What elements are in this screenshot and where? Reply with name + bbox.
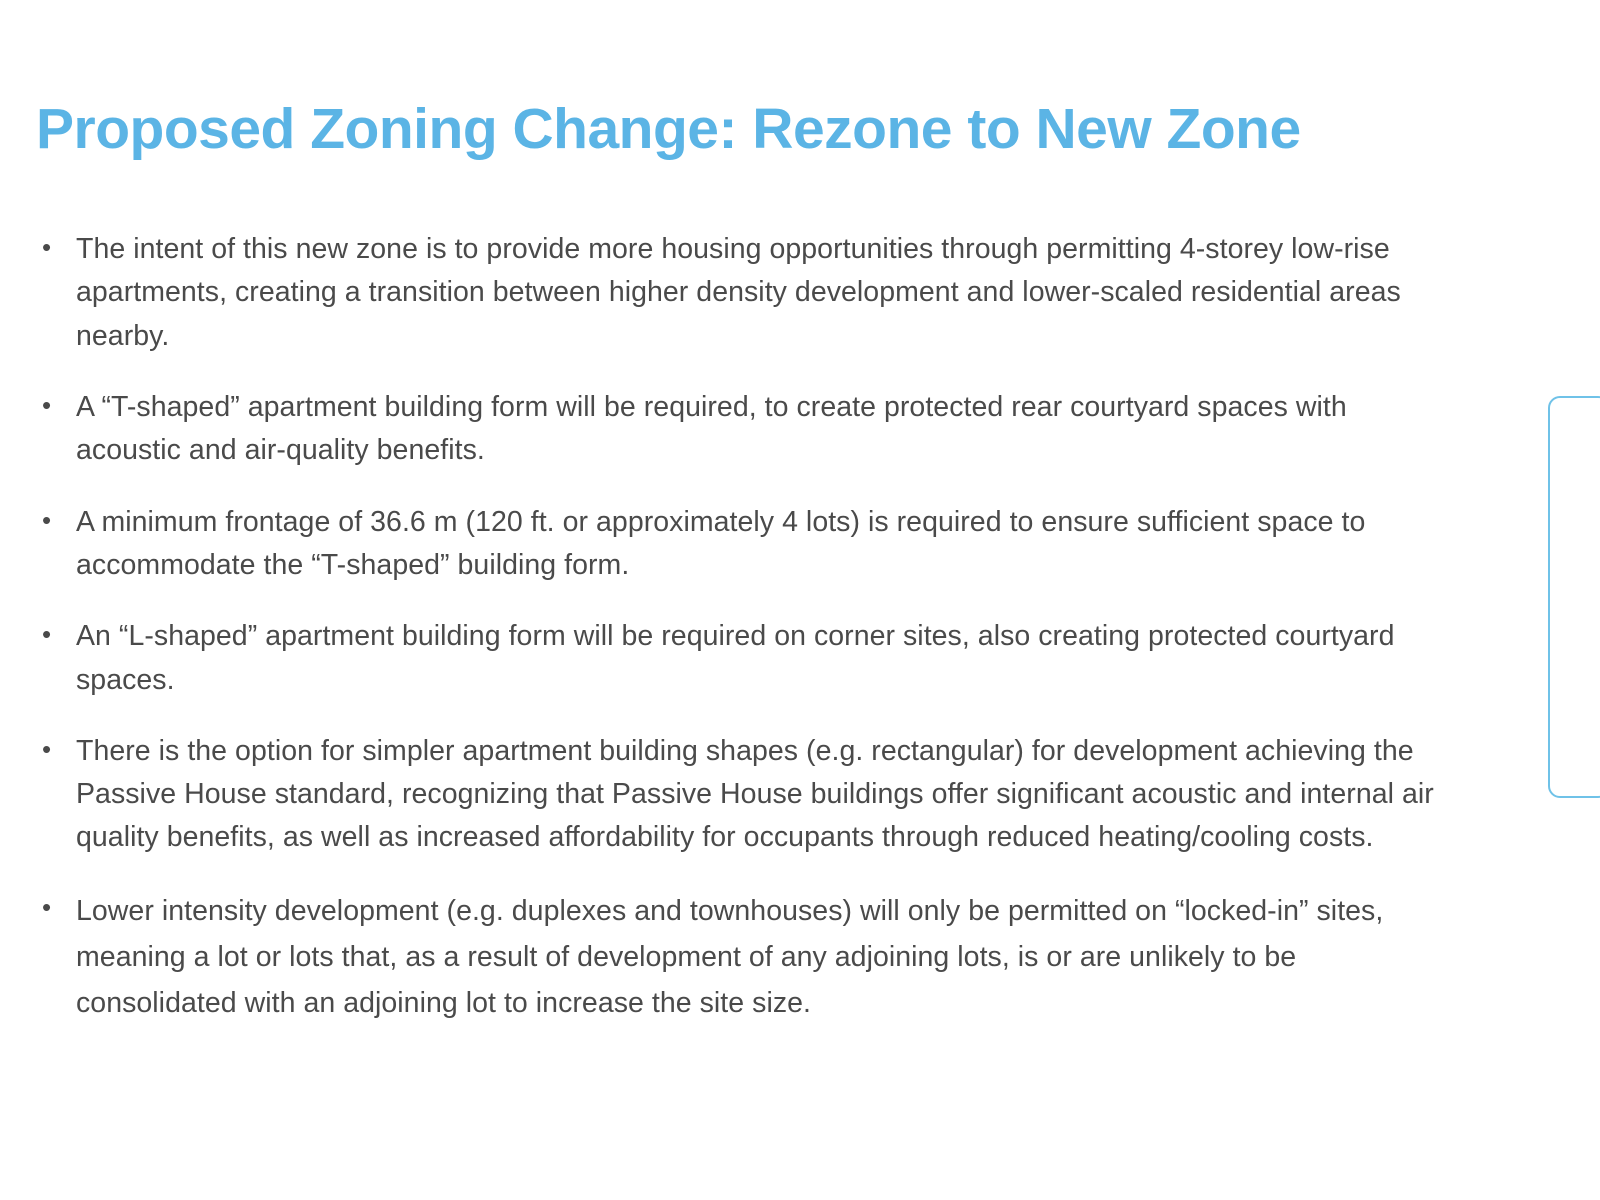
list-item-text: The intent of this new zone is to provide more housing opportunities through permitting 4-storey low-rise apartments, creating a transition between higher density development and lower-scaled residential areas nearby.	[76, 233, 1401, 352]
list-item	[36, 228, 1456, 358]
bullet-marker: •	[42, 619, 52, 650]
bullet-marker: •	[42, 504, 52, 535]
list-item-text: A minimum frontage of 36.6 m (120 ft. or approximately 4 lots) is required to ensure sufficient space to accommodate the “T-shaped” building form.	[76, 505, 1366, 581]
list-item-text: A “T-shaped” apartment building form will be required, to create protected rear courtyard spaces with acoustic and air-quality benefits.	[76, 390, 1347, 467]
offscreen-rounded-panel	[1548, 396, 1600, 798]
list-item-text: An “L-shaped” apartment building form will be required on corner sites, also creating protected courtyard spaces.	[76, 620, 1395, 696]
list-item-text: There is the option for simpler apartment building shapes (e.g. rectangular) for development achieving the Passive House standard, recognizing that Passive House buildings offer significant acoustic and internal air quality benefits, as well as increased affordability for occupants through reduced heating/cooling costs.	[76, 734, 1434, 854]
bullet-marker: •	[42, 232, 52, 262]
bullet-list	[36, 228, 1456, 1026]
bullet-marker: •	[42, 389, 52, 420]
list-item-text: Lower intensity development (e.g. duplexes and townhouses) will only be permitted on “locked-in” sites, meaning a lot or lots that, as a result of development of any adjoining lots, is or are unlikely to be consolidated with an adjoining lot to increase the site size.	[76, 894, 1384, 1020]
page-title: Proposed Zoning Change: Rezone to New Zone	[36, 97, 1301, 161]
list-item	[36, 615, 1456, 702]
list-item	[36, 888, 1456, 1026]
list-item	[36, 730, 1456, 860]
list-item	[36, 501, 1456, 588]
bullet-marker: •	[42, 891, 52, 922]
bullet-marker: •	[42, 733, 52, 764]
list-item	[36, 386, 1456, 473]
